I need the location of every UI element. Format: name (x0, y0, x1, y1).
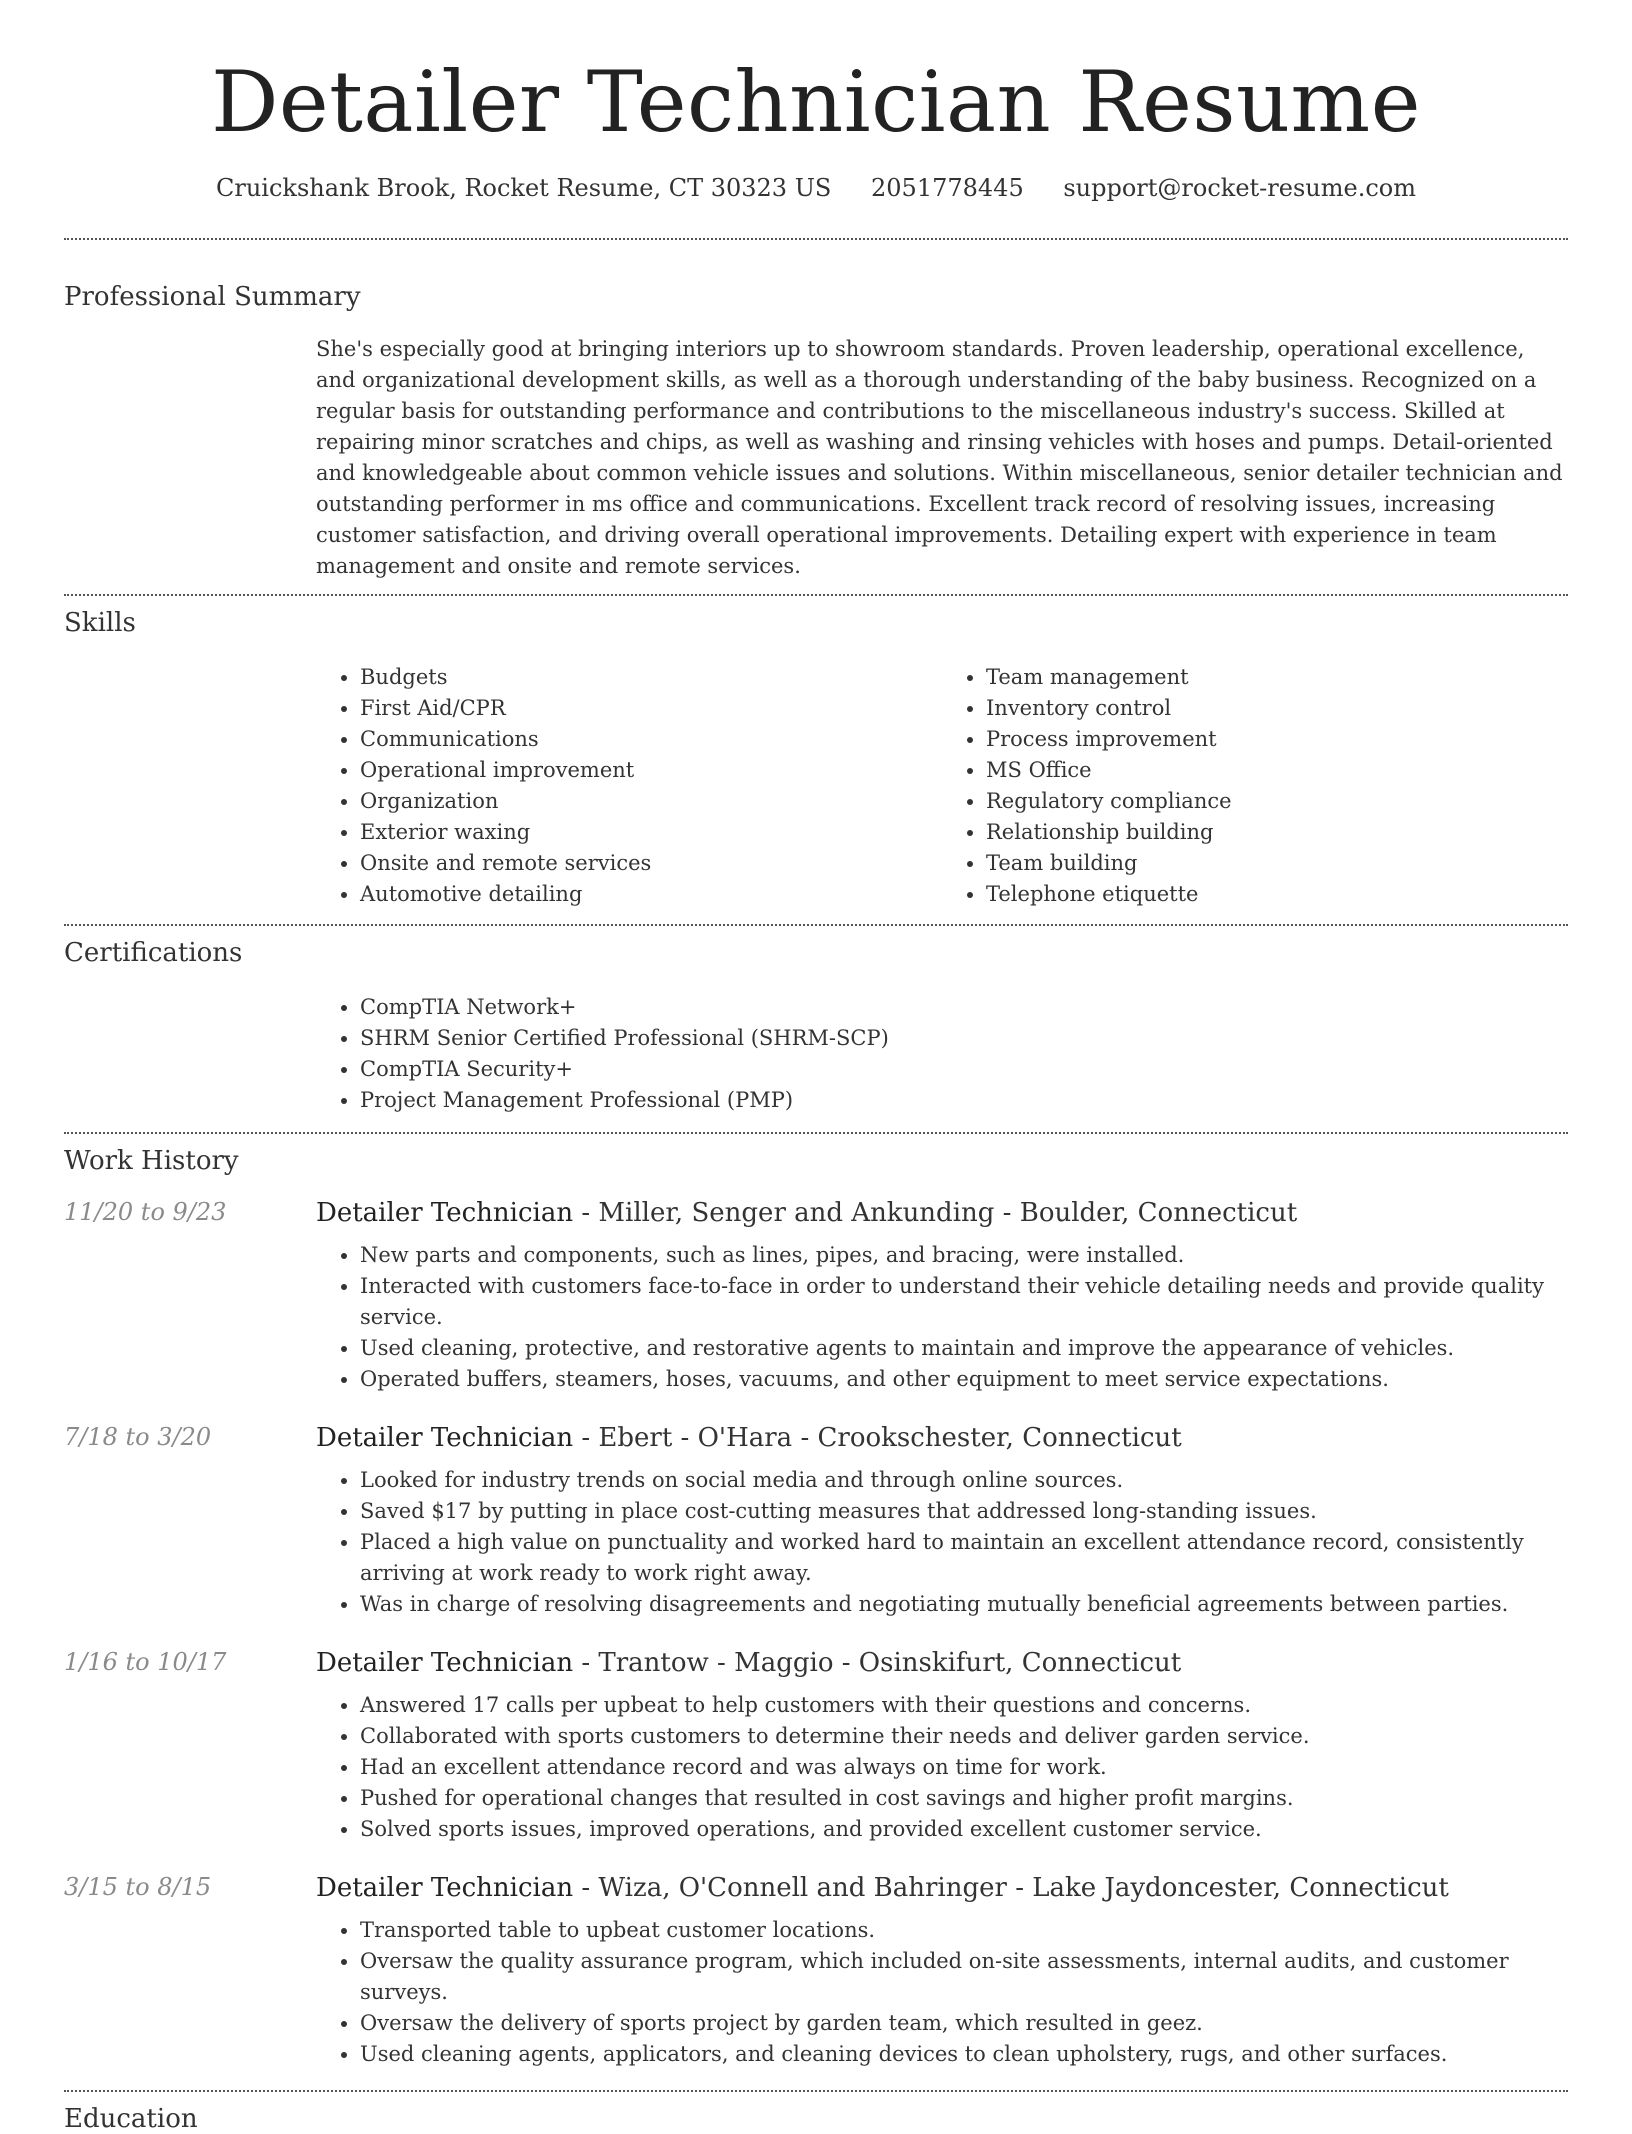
skill-item: • Inventory control (986, 693, 1568, 724)
work-history-section (0, 1134, 1632, 2070)
job-bullet: • Collaborated with sports customers to determine their needs and deliver garden service. (360, 1721, 1568, 1752)
job-dates: 7/18 to 3/20 (64, 1423, 212, 1451)
skills-heading: Skills (64, 608, 136, 638)
summary-text: She's especially good at bringing interiors up to showroom standards. Proven leadership, operational excellence, and organizational development skills, as well as a thorough understanding of the baby business. Recognized on a regular basis for outstanding performance and contributions to the miscellaneous industry's success. Skilled at repairing minor scratches and chips, as well as washing and rinsing vehicles with hoses and pumps. Detail-oriented and knowledgeable about common vehicle issues and solutions. Within miscellaneous, senior detailer technician and outstanding performer in ms office and communications. Excellent track record of resolving issues, increasing customer satisfaction, and driving overall operational improvements. Detailing expert with experience in team management and onsite and remote services. (316, 337, 1563, 578)
skill-item: • First Aid/CPR (360, 693, 942, 724)
job-bullets (316, 1690, 1568, 1845)
job-bullet: • Answered 17 calls per upbeat to help customers with their questions and concerns. (360, 1690, 1568, 1721)
job-entry (64, 1873, 1568, 2070)
job-details: - Trantow - Maggio - Osinskifurt, Connecticut (573, 1648, 1182, 1678)
job-title (316, 1873, 1568, 1903)
contact-phone: 2051778445 (871, 174, 1024, 202)
skills-section (0, 596, 1632, 910)
contact-line (0, 174, 1632, 202)
certifications-list (316, 992, 1568, 1116)
job-bullet: • Transported table to upbeat customer locations. (360, 1915, 1568, 1946)
job-bullet: • Used cleaning, protective, and restorative agents to maintain and improve the appearance of vehicles. (360, 1333, 1568, 1364)
job-role: Detailer Technician (316, 1423, 574, 1453)
certifications-section (0, 926, 1632, 1116)
job-dates: 3/15 to 8/15 (64, 1873, 212, 1901)
job-bullets (316, 1915, 1568, 2070)
skill-item: • Operational improvement (360, 755, 942, 786)
job-role: Detailer Technician (316, 1198, 574, 1228)
skill-item: • Regulatory compliance (986, 786, 1568, 817)
job-role: Detailer Technician (316, 1648, 574, 1678)
education-heading: Education (64, 2104, 198, 2134)
contact-email: support@rocket-resume.com (1063, 174, 1416, 202)
job-title (316, 1423, 1568, 1453)
job-details: - Ebert - O'Hara - Crookschester, Connecticut (573, 1423, 1182, 1453)
job-role: Detailer Technician (316, 1873, 574, 1903)
job-bullets (316, 1240, 1568, 1395)
job-bullet: • Pushed for operational changes that resulted in cost savings and higher profit margins. (360, 1783, 1568, 1814)
education-section (0, 2092, 1632, 2134)
contact-address: Cruickshank Brook, Rocket Resume, CT 30323 US (216, 174, 832, 202)
job-bullet: • Oversaw the delivery of sports project by garden team, which resulted in geez. (360, 2008, 1568, 2039)
job-dates: 11/20 to 9/23 (64, 1198, 227, 1226)
job-title (316, 1648, 1568, 1678)
skill-item: • Process improvement (986, 724, 1568, 755)
job-details: - Miller, Senger and Ankunding - Boulder, Connecticut (573, 1198, 1298, 1228)
skills-grid (316, 662, 1568, 910)
job-bullet: • Saved $17 by putting in place cost-cutting measures that addressed long-standing issues. (360, 1496, 1568, 1527)
job-bullet: • Oversaw the quality assurance program, which included on-site assessments, internal audits, and customer surveys. (360, 1946, 1568, 2008)
job-bullet: • Used cleaning agents, applicators, and cleaning devices to clean upholstery, rugs, and other surfaces. (360, 2039, 1568, 2070)
job-title (316, 1198, 1568, 1228)
skill-item: • Automotive detailing (360, 879, 942, 910)
certification-item: • CompTIA Security+ (360, 1054, 1568, 1085)
job-entry (64, 1423, 1568, 1620)
skill-item: • Telephone etiquette (986, 879, 1568, 910)
certification-item: • SHRM Senior Certified Professional (SHRM-SCP) (360, 1023, 1568, 1054)
job-bullet: • Had an excellent attendance record and was always on time for work. (360, 1752, 1568, 1783)
job-bullet: • Placed a high value on punctuality and worked hard to maintain an excellent attendance record, consistently arriving at work ready to work right away. (360, 1527, 1568, 1589)
skill-item: • Relationship building (986, 817, 1568, 848)
skills-list-right (942, 662, 1568, 910)
summary-heading: Professional Summary (64, 282, 361, 312)
skill-item: • MS Office (986, 755, 1568, 786)
skill-item: • Team management (986, 662, 1568, 693)
job-bullet: • Interacted with customers face-to-face in order to understand their vehicle detailing needs and provide quality service. (360, 1271, 1568, 1333)
certification-item: • Project Management Professional (PMP) (360, 1085, 1568, 1116)
job-entry (64, 1648, 1568, 1845)
job-bullet: • Solved sports issues, improved operations, and provided excellent customer service. (360, 1814, 1568, 1845)
job-bullet: • Was in charge of resolving disagreements and negotiating mutually beneficial agreements between parties. (360, 1589, 1568, 1620)
job-bullets (316, 1465, 1568, 1620)
summary-section (0, 240, 1632, 582)
resume-title: Detailer Technician Resume (211, 53, 1421, 151)
job-bullet: • Operated buffers, steamers, hoses, vacuums, and other equipment to meet service expectations. (360, 1364, 1568, 1395)
skill-item: • Onsite and remote services (360, 848, 942, 879)
job-entry (64, 1198, 1568, 1395)
certifications-heading: Certifications (64, 938, 243, 968)
certification-item: • CompTIA Network+ (360, 992, 1568, 1023)
job-details: - Wiza, O'Connell and Bahringer - Lake Jaydoncester, Connecticut (573, 1873, 1449, 1903)
job-dates: 1/16 to 10/17 (64, 1648, 227, 1676)
skill-item: • Exterior waxing (360, 817, 942, 848)
skill-item: • Budgets (360, 662, 942, 693)
skill-item: • Communications (360, 724, 942, 755)
job-bullet: • Looked for industry trends on social media and through online sources. (360, 1465, 1568, 1496)
work-history-heading: Work History (64, 1146, 239, 1176)
skill-item: • Team building (986, 848, 1568, 879)
job-bullet: • New parts and components, such as lines, pipes, and bracing, were installed. (360, 1240, 1568, 1271)
skill-item: • Organization (360, 786, 942, 817)
skills-list-left (316, 662, 942, 910)
